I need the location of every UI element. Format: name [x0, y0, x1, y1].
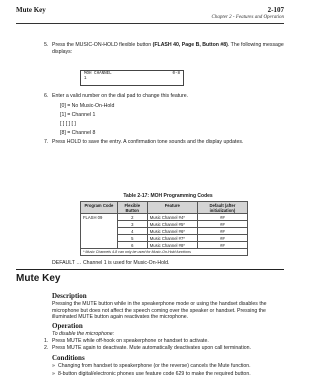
step-text: Press MUTE again to deactivate. Mute automatically deactivates upon call termination. — [52, 345, 251, 351]
step-6 — [44, 93, 284, 100]
cell-button: 4 — [117, 228, 147, 235]
lcd-display — [80, 70, 184, 86]
step-number: 6. — [44, 93, 49, 99]
cell-default: ## — [197, 228, 247, 235]
lcd-line-1-label: MOH CHANNEL — [84, 72, 112, 76]
moh-programming-table — [80, 201, 248, 256]
conditions-heading: Conditions — [52, 354, 85, 362]
cell-feature: Music Channel #5* — [147, 221, 197, 228]
table-header-row — [81, 202, 248, 214]
condition-item — [52, 363, 284, 370]
condition-text: 8-button digital/electronic phones use feature code 629 to make the required button. — [58, 371, 251, 377]
col-default: Default (after initialization) — [197, 202, 247, 214]
col-program-code: Program Code — [81, 202, 118, 214]
cell-button: 5 — [117, 235, 147, 242]
option-8: [8] = Channel 8 — [60, 130, 96, 136]
cell-program-code: FLASH 09 — [81, 214, 118, 249]
condition-text: Changing from handset to speakerphone (or the reverse) cancels the Mute function. — [58, 363, 251, 369]
option-0: [0] = No Music-On-Hold — [60, 103, 115, 109]
step-text: Press HOLD to save the entry. A confirmation tone sounds and the display updates. — [52, 139, 244, 145]
condition-item — [52, 371, 284, 378]
operation-heading: Operation — [52, 322, 83, 330]
table-row — [81, 214, 248, 221]
table-caption: Table 2-17: MOH Programming Codes — [123, 193, 213, 199]
default-statement: DEFAULT … Channel 1 is used for Music-On-Hold. — [52, 260, 170, 266]
description-heading: Description — [52, 292, 87, 300]
cell-button: 3 — [117, 221, 147, 228]
cell-default: ## — [197, 235, 247, 242]
operation-step-1 — [44, 338, 284, 345]
step-number: 7. — [44, 139, 49, 145]
cell-feature: Music Channel #8* — [147, 242, 197, 249]
page-header — [16, 6, 284, 28]
col-flexible-button: Flexible Button — [117, 202, 147, 214]
operation-intro: To disable the microphone: — [52, 331, 115, 337]
description-text: Pressing the MUTE button while in the speakerphone mode or using the handset disables the microphone but does not affect the speech coming over the speaker or handset. Pressing the illuminated MUTE button again reactivates the microphone. — [52, 301, 267, 320]
bullet-icon: » — [52, 371, 55, 377]
bullet-icon: » — [52, 363, 55, 369]
cell-feature: Music Channel #4* — [147, 214, 197, 221]
step-5 — [44, 42, 284, 56]
option-1: [1] = Channel 1 — [60, 112, 96, 118]
chapter-title: Chapter 2 - Features and Operation — [211, 15, 284, 20]
step-number: 1. — [44, 338, 49, 344]
table-note: * Music Channels 4-8 can only be used for Music-On-Hold functions — [81, 249, 248, 256]
header-rule — [16, 23, 284, 24]
cell-button: 6 — [117, 242, 147, 249]
option-ellipsis: [ ] [ ] [ ] — [60, 121, 76, 127]
col-feature: Feature — [147, 202, 197, 214]
lcd-line-1-range: 0-8 — [172, 72, 180, 76]
step-7 — [44, 139, 284, 146]
step-bold-text: (FLASH 40, Page B, Button #8) — [152, 42, 228, 48]
step-number: 5. — [44, 42, 49, 48]
step-text: Enter a valid number on the dial pad to change this feature. — [52, 93, 189, 99]
page-number: 2-107 — [267, 6, 284, 14]
cell-feature: Music Channel #7* — [147, 235, 197, 242]
step-text: Press MUTE while off-hook on speakerphone or handset to activate. — [52, 338, 209, 344]
step-number: 2. — [44, 345, 49, 351]
operation-step-2 — [44, 345, 284, 352]
step-text: Press the MUSIC-ON-HOLD flexible button — [52, 42, 153, 48]
cell-default: ## — [197, 214, 247, 221]
cell-feature: Music Channel #6* — [147, 228, 197, 235]
lcd-line-2: 1 — [84, 77, 87, 81]
section-rule — [16, 269, 284, 270]
cell-button: 2 — [117, 214, 147, 221]
table-note-row — [81, 249, 248, 256]
cell-default: ## — [197, 221, 247, 228]
step-text-end: . The following message displays: — [52, 42, 284, 55]
cell-default: ## — [197, 242, 247, 249]
header-section-name: Mute Key — [16, 6, 46, 14]
section-title: Mute Key — [16, 273, 61, 284]
